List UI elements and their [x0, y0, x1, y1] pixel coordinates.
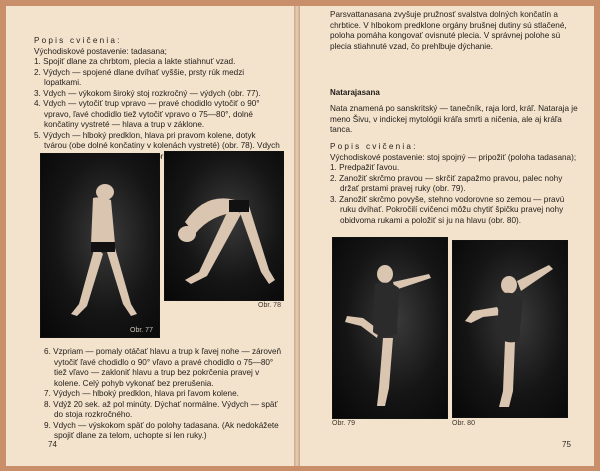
start-position: Východiskové postavenie: tadasana; [34, 46, 167, 56]
right-steps [330, 142, 582, 226]
photo-figure-78 [164, 151, 284, 301]
step-3: 3. Vdych — výkokom široký stoj rozkročný — výdych (obr. 77). [34, 88, 261, 98]
section-label: Popis cvičenia: [330, 142, 418, 151]
caption-obr-80: Obr. 80 [452, 420, 475, 427]
right-page [300, 6, 594, 466]
left-page [6, 6, 294, 466]
caption-obr-78: Obr. 78 [258, 302, 281, 309]
step-2: 2. Zanožiť skrčmo pravou — skrčiť zapažmo pravou, palec nohy držať prstami pravej ruky (obr. 79). [330, 173, 563, 193]
step-4: 4. Vdych — vytočiť trup vpravo — pravé chodidlo vytočiť o 90° vpravo, ľavé chodidlo tiež vytočiť vpravo o 75—80°, dolné končatiny vystreté — hlava a trup v záklone. [34, 99, 260, 129]
photo-figure-79 [332, 237, 448, 419]
dancer-pose-figure [333, 238, 447, 418]
description-paragraph: Nata znamená po sanskritský — tanečník, raja lord, kráľ. Nataraja je meno Šivu, v indickej mytológii kráľa smrti a ničenia, ale aj kráľa tanca. [330, 104, 578, 134]
step-1: 1. Spojiť dlane za chrbtom, plecia a lakte stiahnuť vzad. [34, 57, 236, 66]
advanced-dancer-pose-figure [453, 241, 567, 417]
step-3: 3. Zanožiť skrčmo povyše, stehno vodorovne so zemou — pravú ruku dvíhať. Pokročilí cvičenci môžu chytiť špičku pravej nohy obidvoma rukami a položiť si ju na hlavu (obr. 80). [330, 194, 565, 225]
page-number-left: 74 [48, 440, 57, 449]
start-position: Východiskové postavenie: stoj spojný — pripožiť (poloha tadasana); [330, 152, 577, 162]
section-label: Popis cvičenia: [34, 36, 122, 45]
step-9: 9. Vdych — výskokom späť do polohy tadasana. (Ak nedokážete spojiť dlane za telom, uchopte si len ruky.) [44, 420, 279, 440]
standing-backbend-figure [41, 154, 159, 337]
section-heading: Natarajasana [330, 88, 380, 97]
caption-obr-79: Obr. 79 [332, 420, 355, 427]
step-8: 8. Vdýž 20 sek. až pol minúty. Dýchať normálne. Výdych — späť do stoja rozkročného. [44, 399, 278, 419]
intro-paragraph: Parsvattanasana zvyšuje pružnosť svalstva dolných končatín a chrbtice. V hlbokom predklone orgány brušnej dutiny sú stlačené, poloha pomáha kongovať ovisnuté plecia. V správnej polohe sú plecia stiahnuté vzad, čo prehlbuje dýchanie. [330, 10, 567, 51]
right-intro [330, 10, 580, 52]
right-description [330, 104, 580, 136]
forward-bend-figure [165, 152, 283, 300]
photo-figure-77 [40, 153, 160, 338]
step-6: 6. Vzpriam — pomaly otáčať hlavu a trup k ľavej nohe — zároveň vytočiť ľavé chodidlo o 90° vľavo a pravé chodidlo o 75—80° tiež vľavo — zakloniť hlavu a trup bez pokrčenia pravej v kolene. Celý pohyb vykonať bez prerušenia. [44, 347, 282, 388]
step-7: 7. Výdych — hlboký predklon, hlava pri ľavom kolene. [44, 389, 239, 398]
step-1: 1. Predpažiť ľavou. [330, 163, 400, 172]
left-text-top [34, 36, 280, 162]
step-5: 5. Výdych — hlboký predklon, hlava pri pravom kolene, dotyk tvárou (obe dolné končatiny v kolenách vystreté) (obr. 78). Vdych [34, 130, 280, 150]
left-text-bottom [44, 347, 284, 442]
step-2: 2. Výdych — spojené dlane dvíhať vyššie, prsty rúk medzi lopatkami. [34, 67, 245, 87]
caption-obr-77: Obr. 77 [130, 327, 153, 334]
page-number-right: 75 [562, 440, 571, 449]
photo-figure-80 [452, 240, 568, 418]
